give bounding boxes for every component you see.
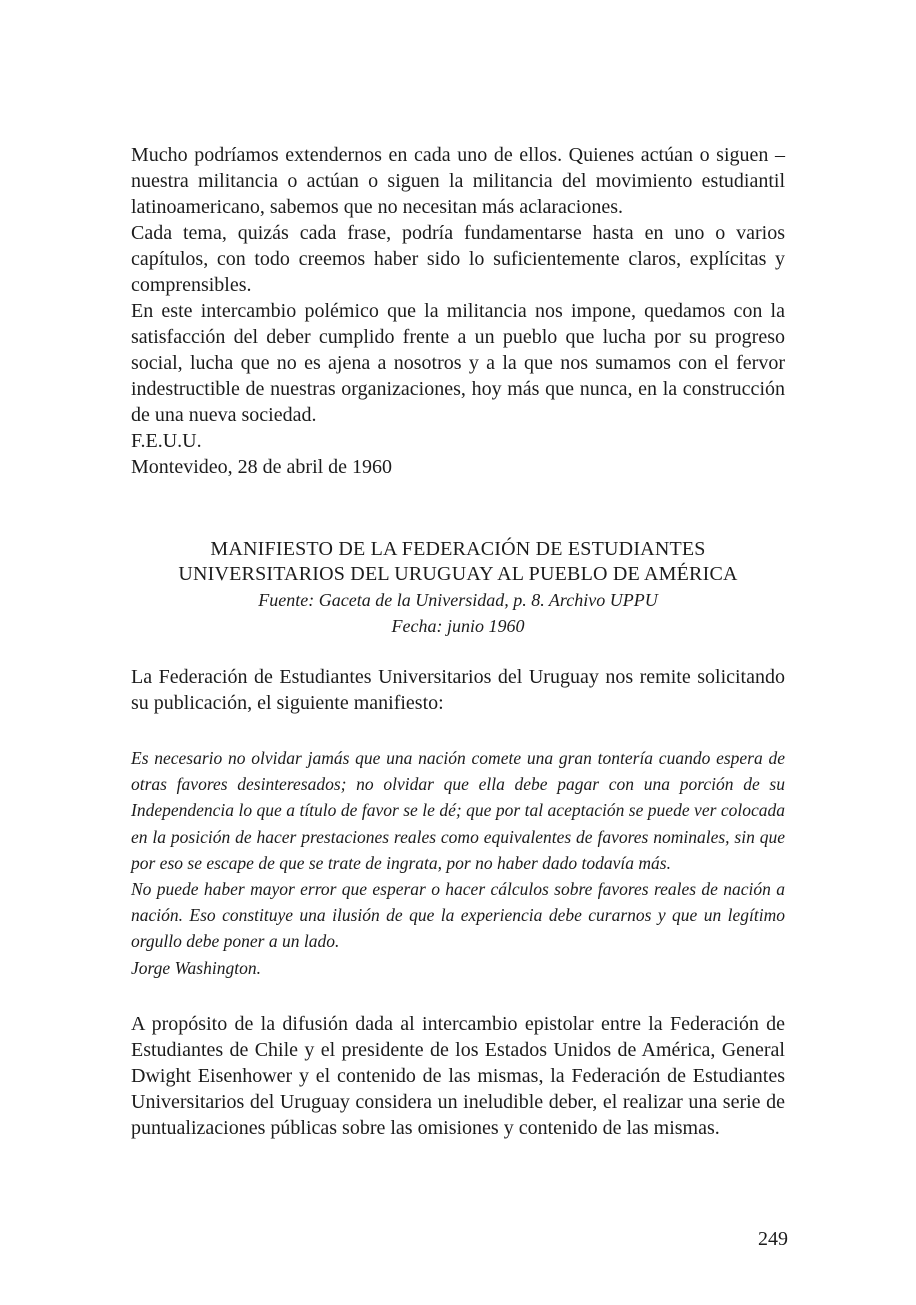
signature: F.E.U.U. xyxy=(131,430,202,452)
intro-paragraph-2: Cada tema, quizás cada frase, podría fundamentarse hasta en uno o varios capítulos, con todo creemos haber sido lo suficientemente claros, explícitas y comprensibles. xyxy=(131,222,785,296)
section-heading xyxy=(131,537,785,639)
body-section xyxy=(131,1011,785,1141)
manifesto-intro-section xyxy=(131,664,785,716)
source-date: Fecha: junio 1960 xyxy=(391,616,525,636)
source-citation: Fuente: Gaceta de la Universidad, p. 8. Archivo UPPU xyxy=(258,590,658,610)
epigraph-author: Jorge Washington. xyxy=(131,957,261,978)
intro-paragraph-1: Mucho podríamos extendernos en cada uno de ellos. Quienes actúan o siguen –nuestra militancia o actúan o siguen la militancia del movimiento estudiantil latinoamericano, sabemos que no necesitan más aclaraciones. xyxy=(131,144,785,218)
body-paragraph: A propósito de la difusión dada al intercambio epistolar entre la Federación de Estudiantes de Chile y el presidente de los Estados Unidos de América, General Dwight Eisenhower y el contenido de las mismas, la Federación de Estudiantes Universitarios del Uruguay considera un ineludible deber, el realizar una serie de puntualizaciones públicas sobre las omisiones y contenido de las mismas. xyxy=(131,1013,785,1139)
place-date: Montevideo, 28 de abril de 1960 xyxy=(131,456,393,478)
page-number: 249 xyxy=(758,1228,788,1250)
manifesto-intro-paragraph: La Federación de Estudiantes Universitarios del Uruguay nos remite solicitando su publicación, el siguiente manifiesto: xyxy=(131,666,785,714)
epigraph-paragraph-2: No puede haber mayor error que esperar o hacer cálculos sobre favores reales de nación a nación. Eso constituye una ilusión de que la experiencia debe curarnos y que un legítimo orgullo debe poner a un lado. xyxy=(131,879,785,952)
section-title-line-1: MANIFIESTO DE LA FEDERACIÓN DE ESTUDIANTES xyxy=(210,538,706,560)
epigraph xyxy=(131,745,785,981)
intro-section xyxy=(131,142,785,480)
section-title-line-2: UNIVERSITARIOS DEL URUGUAY AL PUEBLO DE AMÉRICA xyxy=(178,563,738,585)
epigraph-paragraph-1: Es necesario no olvidar jamás que una nación comete una gran tontería cuando espera de otras favores desinteresados; no olvidar que ella debe pagar con una porción de su Independencia lo que a título de favor se le dé; que por tal aceptación se puede ver colocada en la posición de hacer prestaciones reales como equivalentes de favores nominales, sin que por eso se escape de que se trate de ingrata, por no haber dado todavía más. xyxy=(131,748,785,873)
intro-paragraph-3: En este intercambio polémico que la militancia nos impone, quedamos con la satisfacción del deber cumplido frente a un pueblo que lucha por su progreso social, lucha que no es ajena a nosotros y a la que nos sumamos con el fervor indestructible de nuestras organizaciones, hoy más que nunca, en la construcción de una nueva sociedad. xyxy=(131,300,785,426)
